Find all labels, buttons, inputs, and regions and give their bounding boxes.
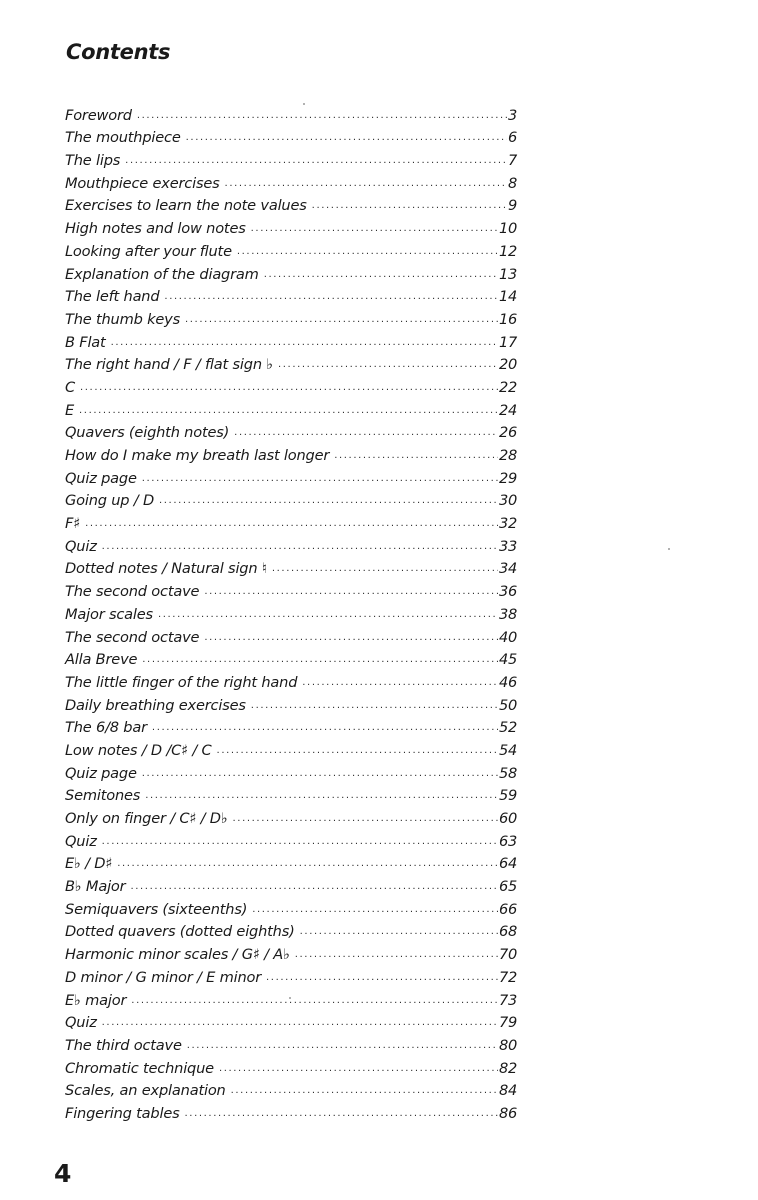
toc-entry-page: 36	[499, 583, 517, 601]
toc-entry	[65, 738, 517, 761]
toc-entry	[65, 648, 517, 671]
toc-entry-title: How do I make my breath last longer	[65, 447, 330, 464]
toc-entry-title: The 6/8 bar	[65, 719, 147, 737]
toc-entry-title: The lips	[65, 152, 121, 170]
toc-entry	[65, 398, 517, 421]
toc-entry-title: High notes and low notes	[65, 220, 246, 238]
toc-dot-leader	[233, 812, 498, 826]
toc-entry-title: The right hand / F / flat sign ♭	[65, 356, 273, 374]
toc-entry-page: 3	[508, 106, 517, 124]
toc-entry-title: The second octave	[65, 583, 200, 601]
toc-entry-title: Exercises to learn the note values	[65, 197, 307, 215]
toc-dot-leader	[79, 404, 498, 418]
toc-entry-page: 13	[499, 265, 517, 283]
toc-dot-leader	[142, 472, 498, 486]
toc-entry-title: Quiz	[65, 537, 97, 555]
toc-entry-title: E	[65, 401, 75, 419]
toc-entry	[65, 1011, 517, 1034]
toc-entry-page: 64	[499, 855, 517, 873]
toc-entry-title: B Flat	[65, 333, 106, 351]
toc-entry	[65, 670, 517, 693]
toc-dot-leader	[251, 699, 498, 713]
toc-entry-title: Chromatic technique	[65, 1059, 214, 1077]
toc-entry-title: The left hand	[65, 288, 160, 306]
toc-dot-leader	[312, 199, 507, 213]
toc-dot-leader	[130, 880, 498, 894]
toc-entry-page: 8	[508, 174, 517, 192]
toc-entry-title: Semiquavers (sixteenths)	[65, 900, 248, 918]
toc-dot-leader	[185, 313, 498, 327]
toc-entry-page: 84	[499, 1082, 517, 1100]
toc-dot-leader	[187, 1039, 498, 1053]
toc-dot-leader	[272, 562, 498, 576]
toc-dot-leader	[252, 903, 498, 917]
toc-entry	[65, 942, 517, 965]
toc-entry-page: 40	[499, 628, 517, 646]
toc-dot-leader	[102, 540, 498, 554]
toc-entry-title: Fingering tables	[65, 1104, 180, 1122]
toc-entry-page: 65	[499, 878, 517, 896]
toc-entry-title: Quavers (eighth notes)	[65, 424, 230, 442]
toc-dot-leader	[164, 290, 498, 304]
toc-entry-page: 63	[499, 832, 517, 850]
toc-entry	[65, 216, 517, 239]
table-of-contents	[65, 103, 517, 1124]
toc-dot-leader	[125, 154, 507, 168]
toc-entry-title: The mouthpiece	[65, 129, 181, 147]
toc-entry-page: 10	[499, 220, 517, 238]
page-number: 4	[54, 1159, 72, 1188]
toc-entry-page: 33	[499, 537, 517, 555]
toc-entry-page: 9	[508, 197, 517, 215]
toc-entry-page: 45	[499, 651, 517, 669]
toc-entry	[65, 784, 517, 807]
paper-speck	[289, 997, 291, 999]
toc-entry	[65, 239, 517, 262]
toc-dot-leader	[204, 631, 498, 645]
toc-entry	[65, 761, 517, 784]
toc-entry-page: 26	[499, 424, 517, 442]
toc-dot-leader	[102, 835, 498, 849]
toc-dot-leader	[152, 721, 498, 735]
toc-entry-page: 52	[499, 719, 517, 737]
toc-entry	[65, 194, 517, 217]
toc-dot-leader	[264, 268, 498, 282]
toc-entry-title: Daily breathing exercises	[65, 696, 246, 714]
toc-dot-leader	[158, 608, 498, 622]
toc-entry-title: Mouthpiece exercises	[65, 174, 220, 192]
toc-entry-title: Dotted quavers (dotted eighths)	[65, 923, 295, 941]
toc-entry	[65, 852, 517, 875]
toc-entry-page: 60	[499, 810, 517, 827]
toc-entry-page: 20	[499, 356, 517, 374]
toc-dot-leader	[185, 1107, 499, 1121]
toc-entry-page: 72	[499, 968, 517, 986]
toc-entry-page: 24	[499, 401, 517, 419]
toc-entry-title: The second octave	[65, 628, 200, 646]
toc-entry-title: Major scales	[65, 605, 153, 623]
toc-entry	[65, 988, 517, 1011]
toc-dot-leader	[186, 131, 507, 145]
toc-dot-leader	[137, 109, 507, 123]
paper-speck	[668, 548, 670, 550]
toc-entry-page: 80	[499, 1036, 517, 1054]
toc-entry-title: Quiz page	[65, 469, 137, 487]
toc-entry-title: Dotted notes / Natural sign ♮	[65, 560, 267, 578]
toc-entry-page: 82	[499, 1059, 517, 1077]
toc-entry-title: F♯	[65, 515, 81, 533]
toc-entry-title: Quiz	[65, 832, 97, 850]
toc-entry	[65, 330, 517, 353]
toc-entry-page: 54	[499, 741, 517, 759]
toc-dot-leader	[145, 789, 498, 803]
toc-entry-page: 68	[499, 923, 517, 941]
toc-dot-leader	[237, 245, 498, 259]
toc-entry	[65, 421, 517, 444]
toc-entry-page: 66	[499, 900, 517, 918]
toc-entry	[65, 375, 517, 398]
toc-entry-page: 22	[499, 378, 517, 396]
toc-dot-leader	[219, 1062, 498, 1076]
toc-entry	[65, 466, 517, 489]
toc-dot-leader	[295, 948, 498, 962]
toc-entry	[65, 874, 517, 897]
toc-dot-leader	[142, 653, 498, 667]
toc-entry-title: D minor / G minor / E minor	[65, 968, 262, 986]
toc-entry-page: 30	[499, 492, 517, 510]
toc-entry	[65, 285, 517, 308]
toc-dot-leader	[251, 222, 498, 236]
toc-entry-page: 46	[499, 673, 517, 691]
toc-entry	[65, 920, 517, 943]
toc-entry	[65, 625, 517, 648]
toc-entry-title: The thumb keys	[65, 310, 180, 328]
toc-entry-title: Semitones	[65, 787, 141, 805]
toc-entry	[65, 307, 517, 330]
toc-entry-title: Looking after your flute	[65, 242, 232, 260]
toc-entry-page: 79	[499, 1014, 517, 1032]
toc-entry-page: 6	[508, 129, 517, 147]
toc-entry	[65, 103, 517, 126]
toc-entry	[65, 443, 517, 466]
toc-dot-leader	[117, 857, 498, 871]
toc-entry-page: 14	[499, 288, 517, 306]
toc-entry-page: 16	[499, 310, 517, 328]
toc-entry-title: Only on finger / C♯ / D♭	[65, 810, 228, 827]
toc-entry	[65, 511, 517, 534]
toc-entry-title: E♭ / D♯	[65, 855, 113, 873]
toc-entry-page: 50	[499, 696, 517, 714]
toc-entry-page: 32	[499, 515, 517, 533]
toc-entry	[65, 602, 517, 625]
toc-entry-page: 70	[499, 946, 517, 964]
toc-entry	[65, 557, 517, 580]
toc-entry-title: C	[65, 378, 75, 396]
toc-entry-page: 34	[499, 560, 517, 578]
toc-entry	[65, 148, 517, 171]
toc-entry-title: The little finger of the right hand	[65, 673, 298, 691]
toc-dot-leader	[131, 994, 498, 1008]
toc-dot-leader	[102, 1016, 498, 1030]
toc-dot-leader	[204, 585, 498, 599]
paper-speck	[303, 103, 305, 105]
toc-entry	[65, 353, 517, 376]
toc-entry	[65, 806, 517, 829]
toc-dot-leader	[278, 358, 498, 372]
toc-entry	[65, 171, 517, 194]
toc-entry-title: Going up / D	[65, 492, 154, 510]
toc-entry-title: Explanation of the diagram	[65, 265, 259, 283]
toc-entry-title: Harmonic minor scales / G♯ / A♭	[65, 946, 290, 964]
toc-entry-title: B♭ Major	[65, 878, 126, 896]
toc-dot-leader	[142, 767, 498, 781]
toc-entry	[65, 829, 517, 852]
toc-entry	[65, 897, 517, 920]
toc-entry	[65, 965, 517, 988]
toc-entry-title: E♭ major	[65, 991, 127, 1009]
toc-entry-page: 58	[499, 764, 517, 782]
toc-dot-leader	[334, 449, 498, 463]
toc-entry-title: Foreword	[65, 106, 132, 124]
toc-entry-page: 38	[499, 605, 517, 623]
toc-entry	[65, 1033, 517, 1056]
toc-dot-leader	[80, 381, 498, 395]
toc-entry	[65, 489, 517, 512]
toc-entry-page: 29	[499, 469, 517, 487]
toc-dot-leader	[266, 971, 498, 985]
toc-entry-page: 17	[499, 333, 517, 351]
toc-dot-leader	[111, 336, 498, 350]
toc-entry-title: Quiz page	[65, 764, 137, 782]
toc-entry-page: 12	[499, 242, 517, 260]
toc-dot-leader	[300, 925, 498, 939]
toc-entry	[65, 534, 517, 557]
toc-entry	[65, 262, 517, 285]
toc-entry-title: The third octave	[65, 1036, 182, 1054]
toc-dot-leader	[302, 676, 498, 690]
toc-entry	[65, 1056, 517, 1079]
toc-dot-leader	[217, 744, 498, 758]
toc-entry-title: Scales, an explanation	[65, 1082, 226, 1100]
toc-entry-page: 28	[499, 447, 517, 464]
toc-entry	[65, 716, 517, 739]
toc-entry-page: 73	[499, 991, 517, 1009]
toc-entry-page: 86	[499, 1104, 517, 1122]
toc-entry-page: 7	[508, 152, 517, 170]
toc-entry-title: Low notes / D /C♯ / C	[65, 741, 212, 759]
toc-entry-title: Quiz	[65, 1014, 97, 1032]
toc-entry	[65, 579, 517, 602]
toc-entry	[65, 1079, 517, 1102]
toc-dot-leader	[85, 517, 498, 531]
toc-entry	[65, 693, 517, 716]
toc-dot-leader	[159, 494, 498, 508]
toc-entry-title: Alla Breve	[65, 651, 138, 669]
toc-dot-leader	[234, 426, 498, 440]
toc-dot-leader	[231, 1084, 498, 1098]
page-title: Contents	[66, 40, 171, 64]
toc-dot-leader	[225, 177, 507, 191]
toc-entry	[65, 1101, 517, 1124]
toc-entry-page: 59	[499, 787, 517, 805]
toc-entry	[65, 126, 517, 149]
